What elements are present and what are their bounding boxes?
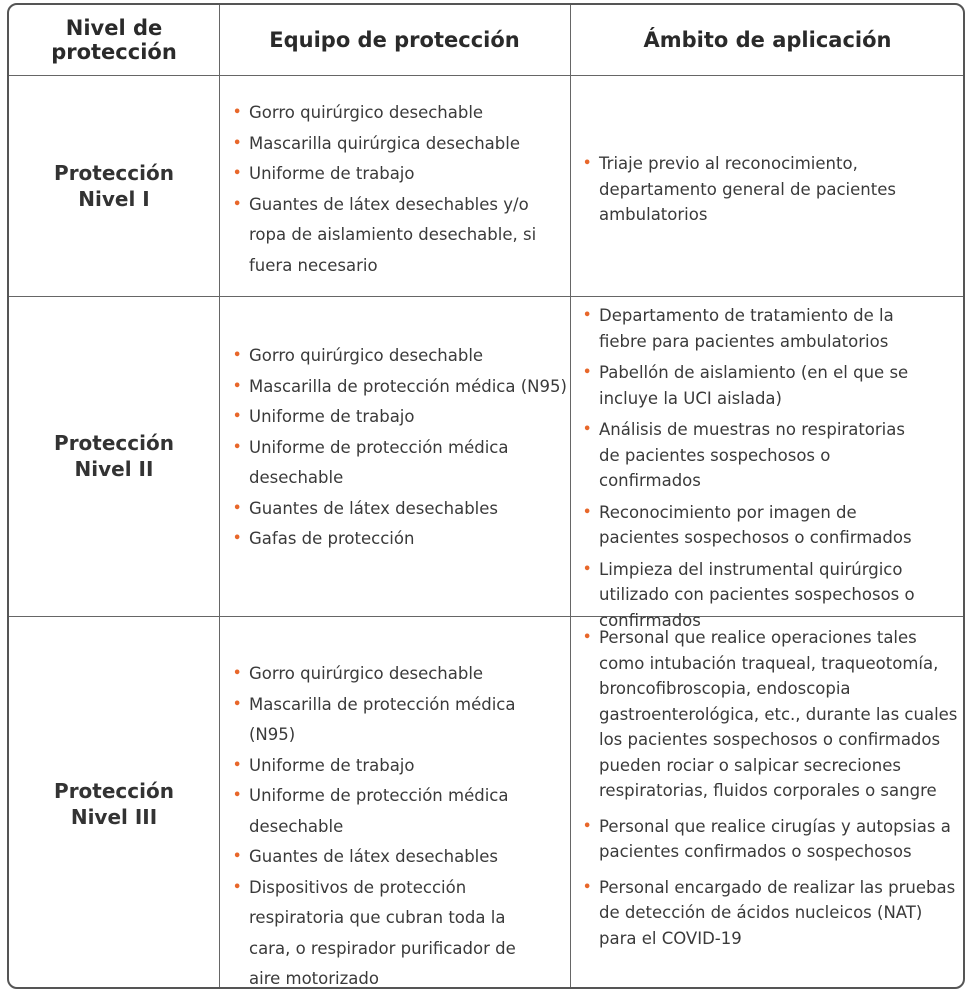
scope-cell	[581, 151, 931, 228]
bullet-icon: •	[233, 166, 242, 181]
bullet-icon: •	[233, 439, 242, 455]
bullet-icon: •	[233, 135, 242, 151]
equipment-item	[231, 190, 566, 282]
bullet-icon: •	[583, 308, 592, 323]
bullet-icon: •	[233, 849, 242, 864]
level-cell: Protección Nivel II	[54, 431, 174, 481]
scope-item	[581, 151, 931, 228]
bullet-icon: •	[233, 879, 242, 895]
equipment-item	[231, 129, 566, 160]
equipment-text: Mascarilla de protección médica (N95)	[249, 694, 516, 744]
scope-item	[581, 500, 921, 551]
bullet-icon: •	[583, 365, 592, 380]
bullet-icon: •	[233, 500, 242, 516]
equipment-item	[231, 781, 571, 842]
equipment-cell	[231, 341, 576, 555]
bullet-icon: •	[233, 409, 242, 424]
equipment-text: Gorro quirúrgico desechable	[249, 346, 484, 365]
scope-item	[581, 814, 961, 865]
equipment-item	[231, 159, 566, 190]
scope-text: Personal encargado de realizar las pruebas de detección de ácidos nucleicos (NAT) para el COVID-19	[599, 877, 956, 948]
equipment-text: Uniforme de trabajo	[249, 164, 415, 183]
bullet-icon: •	[583, 630, 592, 645]
scope-text: Departamento de tratamiento de la fiebre para pacientes ambulatorios	[599, 306, 894, 351]
equipment-item	[231, 341, 576, 372]
column-divider	[219, 5, 220, 987]
bullet-icon: •	[233, 196, 242, 212]
scope-cell	[581, 303, 921, 633]
equipment-text: Gorro quirúrgico desechable	[249, 103, 484, 122]
protection-table	[7, 3, 965, 989]
equipment-item	[231, 751, 571, 782]
level-cell: Protección Nivel I	[54, 160, 174, 211]
equipment-item	[231, 873, 571, 995]
level-cell: Protección Nivel III	[54, 778, 174, 829]
equipment-item	[231, 524, 576, 555]
equipment-text: Uniforme de trabajo	[249, 407, 415, 426]
scope-item	[581, 875, 961, 952]
bullet-icon: •	[233, 788, 242, 803]
bullet-icon: •	[583, 422, 592, 437]
bullet-icon: •	[233, 531, 242, 546]
equipment-item	[231, 659, 571, 690]
equipment-text: Mascarilla de protección médica (N95)	[249, 376, 567, 396]
equipment-text: Uniforme de protección médica desechable	[249, 437, 509, 487]
scope-item	[581, 557, 921, 634]
equipment-text: Guantes de látex desechables	[249, 498, 498, 518]
scope-text: Pabellón de aislamiento (en el que se incluye la UCI aislada)	[599, 363, 909, 408]
scope-text: Reconocimiento por imagen de pacientes sospechosos o confirmados	[599, 502, 912, 547]
equipment-cell	[231, 98, 566, 281]
equipment-item	[231, 98, 566, 129]
bullet-icon: •	[233, 696, 242, 712]
equipment-item	[231, 402, 576, 433]
scope-text: Limpieza del instrumental quirúrgico utilizado con pacientes sospechosos o confirmados	[599, 559, 915, 630]
header-scope: Ámbito de aplicación	[643, 28, 892, 52]
bullet-icon: •	[233, 378, 242, 394]
header-equipment: Equipo de protección	[269, 28, 520, 52]
scope-item	[581, 625, 961, 804]
bullet-icon: •	[583, 504, 592, 520]
equipment-text: Guantes de látex desechables y/o ropa de aislamiento desechable, si fuera necesario	[249, 194, 537, 275]
scope-text: Personal que realice cirugías y autopsias a pacientes confirmados o sospechosos	[599, 816, 951, 861]
scope-item	[581, 417, 921, 494]
equipment-text: Gafas de protección	[249, 529, 415, 548]
equipment-text: Uniforme de protección médica desechable	[249, 786, 509, 836]
equipment-text: Uniforme de trabajo	[249, 755, 415, 775]
scope-item	[581, 360, 921, 411]
equipment-item	[231, 690, 571, 751]
bullet-icon: •	[233, 105, 242, 120]
equipment-item	[231, 433, 576, 494]
bullet-icon: •	[233, 666, 242, 681]
equipment-item	[231, 494, 576, 525]
scope-text: Triaje previo al reconocimiento, departamento general de pacientes ambulatorios	[599, 154, 896, 224]
bullet-icon: •	[233, 757, 242, 773]
scope-text: Personal que realice operaciones tales como intubación traqueal, traqueotomía, broncofibroscopia, endoscopia gastroenterológica, etc., durante las cuales los pacientes sospechosos o confirmados pueden rociar o salpicar secreciones respiratorias, fluidos corporales o sangre	[599, 628, 958, 800]
equipment-cell	[231, 659, 571, 995]
bullet-icon: •	[583, 156, 592, 171]
equipment-text: Dispositivos de protección respiratoria que cubran toda la cara, o respirador purificador de aire motorizado	[249, 877, 516, 988]
scope-item	[581, 303, 921, 354]
bullet-icon: •	[233, 348, 242, 363]
scope-cell	[581, 625, 961, 951]
bullet-icon: •	[583, 818, 592, 834]
header-level: Nivel de protección	[51, 16, 177, 64]
equipment-item	[231, 842, 571, 873]
equipment-text: Guantes de látex desechables	[249, 847, 498, 866]
equipment-item	[231, 372, 576, 403]
equipment-text: Mascarilla quirúrgica desechable	[249, 133, 520, 153]
scope-text: Análisis de muestras no respiratorias de pacientes sospechosos o confirmados	[599, 420, 905, 490]
bullet-icon: •	[583, 879, 592, 895]
bullet-icon: •	[583, 561, 592, 577]
equipment-text: Gorro quirúrgico desechable	[249, 664, 484, 683]
